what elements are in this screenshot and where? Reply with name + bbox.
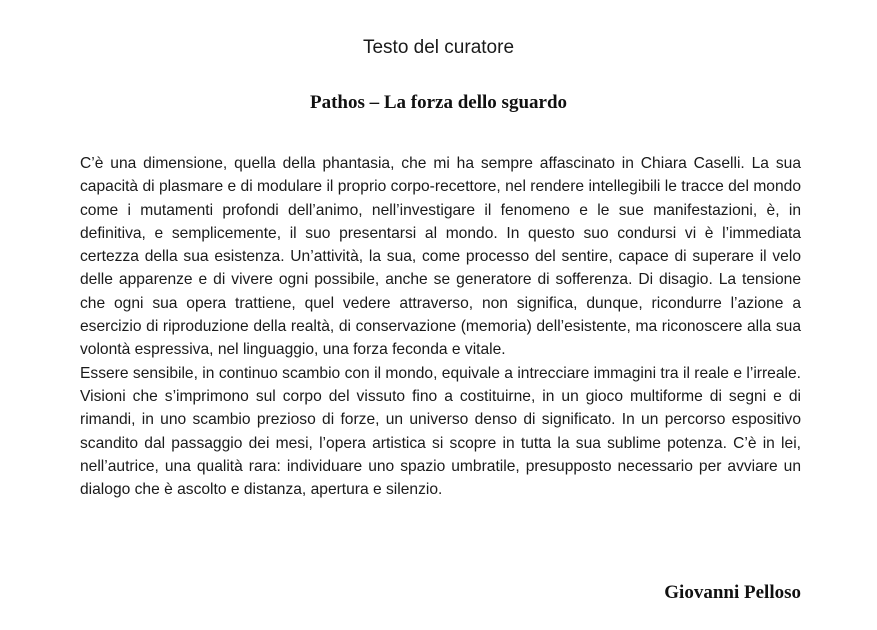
- body-paragraph-1: C’è una dimensione, quella della phantasia, che mi ha sempre affascinato in Chiara Caselli. La sua capacità di plasmare e di modulare il proprio corpo-recettore, nel rendere intellegibili le tracce del mondo come i mutamenti profondi dell’animo, nell’investigare il fenomeno e le sue manifestazioni, è, in definitiva, e semplicemente, il suo presentarsi al mondo. In questo suo condursi vi è l’immediata certezza della sua esistenza. Un’attività, la sua, come processo del sentire, capace di superare il velo delle apparenze e di vivere ogni possibile, anche se generatore di sofferenza. Di disagio. La tensione che ogni sua opera trattiene, quel vedere attraverso, non significa, dunque, ricondurre l’azione a esercizio di riproduzione della realtà, di conservazione (memoria) dell’esistente, ma riconoscere alla sua volontà espressiva, nel linguaggio, una forza feconda e vitale.: [80, 155, 801, 359]
- body-paragraph-2: Essere sensibile, in continuo scambio con il mondo, equivale a intrecciare immagini tra il reale e l’irreale. Visioni che s’imprimono sul corpo del vissuto fino a costituirne, in un gioco multiforme di segni e di rimandi, in uno scambio prezioso di forze, un universo denso di significato. In un percorso espositivo scandito dal passaggio dei mesi, l’opera artistica si scopre in tutta la sua sublime potenza. C’è in lei, nell’autrice, una qualità rara: individuare uno spazio umbratile, presupposto necessario per avviare un dialogo che è ascolto e distanza, apertura e silenzio.: [80, 364, 801, 499]
- author-signature: Giovanni Pelloso: [664, 582, 801, 603]
- document-title: Pathos – La forza dello sguardo: [309, 92, 568, 113]
- page-header-title: Testo del curatore: [362, 37, 515, 58]
- document-body: [80, 152, 801, 501]
